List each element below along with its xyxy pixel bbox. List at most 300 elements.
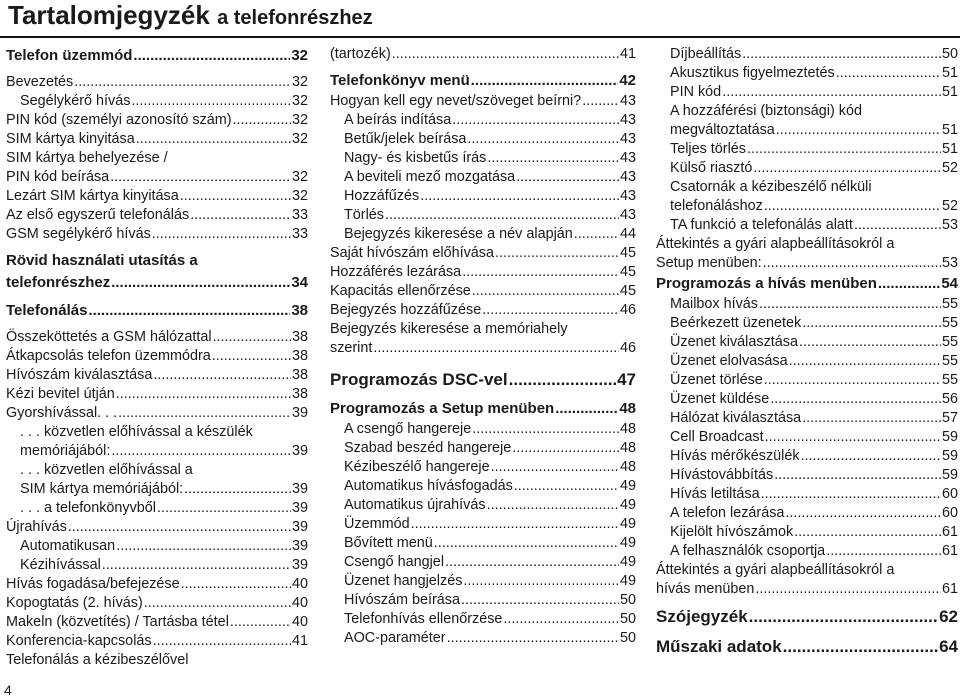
toc-dot-leader [74,73,291,92]
toc-heading[interactable] [330,398,636,420]
toc-entry[interactable] [6,385,308,404]
toc-dot-leader [764,197,941,216]
toc-entry[interactable] [330,420,636,439]
toc-page-number: 56 [941,391,958,407]
toc-page-number: 60 [941,505,958,521]
toc-entry[interactable] [656,580,958,599]
toc-dot-leader [763,254,941,273]
toc-entry[interactable] [656,254,958,273]
toc-page-number: 32 [291,188,308,204]
toc-entry[interactable] [6,556,308,575]
toc-entry[interactable] [6,613,308,632]
toc-entry[interactable] [6,518,308,537]
toc-page-number: 32 [291,47,308,64]
toc-entry[interactable] [330,515,636,534]
toc-page-number: 64 [939,637,958,656]
toc-page-number: 39 [291,557,308,573]
toc-entry[interactable] [330,206,636,225]
toc-dot-leader [373,339,619,358]
toc-dot-leader [776,121,941,140]
toc-entry[interactable] [656,83,958,102]
toc-dot-leader [153,366,291,385]
toc-dot-leader [509,368,616,392]
toc-entry-title: Külső riasztó [670,160,753,176]
toc-entry[interactable] [656,466,958,485]
toc-entry-title: Csengő hangjel [344,554,445,570]
toc-entry-title: Kézihívással [20,557,101,573]
toc-dot-leader [747,140,941,159]
toc-heading[interactable] [6,250,308,272]
toc-page-number: 50 [619,592,636,608]
toc-dot-leader [761,485,941,504]
toc-dot-leader [514,477,619,496]
toc-dot-leader [111,272,290,294]
toc-page-number: 42 [619,72,636,89]
toc-entry[interactable] [6,442,308,461]
toc-page-number: 46 [619,302,636,318]
toc-dot-leader [503,610,619,629]
toc-entry[interactable] [656,140,958,159]
toc-entry[interactable] [330,244,636,263]
toc-entry[interactable] [330,610,636,629]
toc-entry-title: Telefonálás [6,302,88,319]
toc-entry[interactable] [656,504,958,523]
toc-column-3 [656,45,958,659]
toc-entry-title: Programozás DSC-vel [330,370,508,389]
toc-page-number: 40 [291,595,308,611]
toc-dot-leader [495,244,619,263]
toc-page-number: 43 [619,112,636,128]
toc-page-number: 50 [619,611,636,627]
toc-page-number: 32 [291,169,308,185]
toc-entry[interactable] [330,92,636,111]
toc-dot-leader [753,159,941,178]
toc-dot-leader [512,439,619,458]
toc-entry-title: telefonrészhez [6,274,111,291]
toc-dot-leader [749,605,938,629]
toc-entry-title: Áttekintés a gyári alapbeállításokról a [656,562,895,578]
toc-entry[interactable] [330,439,636,458]
toc-dot-leader [785,504,941,523]
toc-page-number: 43 [619,169,636,185]
toc-entry[interactable] [330,339,636,358]
toc-dot-leader [722,83,941,102]
toc-page-number: 41 [619,46,636,62]
toc-entry[interactable] [6,168,308,187]
toc-entry-title: Hívástovábbítás [670,467,774,483]
toc-entry[interactable] [656,485,958,504]
toc-dot-leader [136,130,291,149]
toc-entry-title: hívás menüben [656,581,755,597]
toc-dot-leader [463,572,619,591]
title-rule [0,36,960,38]
toc-dot-leader [233,111,291,130]
toc-entry-title: Díjbeállítás [670,46,742,62]
toc-entry-title: telefonáláshoz [670,198,763,214]
toc-entry-title: . . . közvetlen előhívással a készülék [20,424,253,440]
toc-dot-leader [461,591,619,610]
toc-entry[interactable] [656,102,958,121]
toc-entry[interactable] [330,225,636,244]
toc-page-number: 49 [619,535,636,551]
toc-dot-leader [212,347,291,366]
toc-page-number: 32 [291,131,308,147]
toc-entry[interactable] [656,45,958,64]
toc-entry[interactable] [656,409,958,428]
toc-entry-title: Segélykérő hívás [20,93,131,109]
toc-entry-title: Üzenet küldése [670,391,770,407]
toc-entry-title: Telefon üzemmód [6,47,133,64]
toc-entry-title: Átkapcsolás telefon üzemmódra [6,348,211,364]
toc-entry-title: Szójegyzék [656,607,748,626]
toc-entry-title: PIN kód [670,84,722,100]
toc-entry-title: Automatikusan [20,538,116,554]
toc-page-number: 43 [619,93,636,109]
toc-dot-leader [799,333,941,352]
toc-entry-title: Hívás fogadása/befejezése [6,576,180,592]
toc-column-2 [330,45,636,648]
toc-page-number: 55 [941,315,958,331]
toc-entry[interactable] [656,371,958,390]
toc-page-number: 49 [619,478,636,494]
toc-page-number: 48 [619,459,636,475]
toc-page-number: 55 [941,353,958,369]
toc-page-number: 34 [291,274,308,291]
toc-dot-leader [111,442,291,461]
toc-entry[interactable] [330,496,636,515]
toc-entry-title: A beviteli mező mozgatása [344,169,516,185]
toc-entry-title: . . . a telefonkönyvből [20,500,156,516]
toc-page-number: 59 [941,429,958,445]
toc-dot-leader [467,130,619,149]
toc-dot-leader [774,466,941,485]
toc-dot-leader [765,428,941,447]
toc-entry[interactable] [6,366,308,385]
toc-entry[interactable] [330,591,636,610]
toc-entry[interactable] [6,404,308,423]
toc-heading[interactable] [656,273,958,295]
toc-page-number: 48 [619,400,636,417]
toc-page-number: 55 [941,296,958,312]
toc-entry[interactable] [6,206,308,225]
toc-heading[interactable] [656,635,958,659]
toc-entry[interactable] [330,45,636,64]
toc-entry-title: megváltoztatása [670,122,775,138]
toc-entry[interactable] [656,314,958,333]
toc-entry-title: SIM kártya behelyezése / [6,150,168,166]
toc-page-number: 47 [617,370,636,389]
toc-entry-title: SIM kártya kinyitása [6,131,135,147]
toc-entry[interactable] [330,477,636,496]
toc-entry[interactable] [330,534,636,553]
title-main: Tartalomjegyzék [8,0,210,30]
toc-entry[interactable] [6,575,308,594]
toc-dot-leader [755,580,941,599]
toc-page-number: 45 [619,283,636,299]
toc-entry-title: Akusztikus figyelmeztetés [670,65,835,81]
toc-entry[interactable] [656,121,958,140]
toc-dot-leader [574,225,619,244]
toc-dot-leader [180,187,291,206]
toc-entry[interactable] [6,461,308,480]
toc-entry[interactable] [656,178,958,197]
toc-entry[interactable] [330,553,636,572]
toc-dot-leader [482,301,619,320]
toc-column-1 [6,45,308,670]
toc-entry[interactable] [656,216,958,235]
toc-dot-leader [764,371,941,390]
toc-dot-leader [487,496,619,515]
toc-dot-leader [184,480,291,499]
toc-entry[interactable] [656,447,958,466]
toc-dot-leader [230,613,291,632]
toc-page-number: 51 [941,122,958,138]
toc-entry-title: Hívás mérőkészülék [670,448,800,464]
toc-entry-title: SIM kártya memóriájából: [20,481,184,497]
toc-entry-title: Kézibeszélő hangereje [344,459,490,475]
toc-page-number: 50 [619,630,636,646]
toc-entry[interactable] [330,301,636,320]
toc-entry[interactable] [6,347,308,366]
toc-entry-title: Áttekintés a gyári alapbeállításokról a [656,236,895,252]
toc-entry-title: Bejegyzés kikeresése a memóriahely [330,321,568,337]
toc-entry[interactable] [6,187,308,206]
toc-entry[interactable] [656,561,958,580]
toc-entry[interactable] [656,428,958,447]
toc-entry[interactable] [6,328,308,347]
toc-dot-leader [491,458,619,477]
toc-heading[interactable] [6,300,308,322]
toc-entry-title: Hívószám kiválasztása [6,367,153,383]
toc-dot-leader [742,45,941,64]
toc-entry[interactable] [6,499,308,518]
toc-entry-title: Kézi bevitel útján [6,386,115,402]
toc-entry[interactable] [656,295,958,314]
toc-entry-title: Hívás letiltása [670,486,760,502]
toc-entry[interactable] [6,225,308,244]
toc-page-number: 39 [291,519,308,535]
toc-entry[interactable] [6,651,308,670]
toc-dot-leader [88,300,290,322]
toc-entry-title: Setup menüben: [656,255,762,271]
toc-dot-leader [462,263,619,282]
toc-dot-leader [153,632,291,651]
page-number: 4 [4,682,12,698]
toc-page-number: 50 [941,46,958,62]
toc-dot-leader [411,515,619,534]
toc-page-number: 38 [291,386,308,402]
toc-entry[interactable] [330,149,636,168]
toc-entry[interactable] [6,632,308,651]
toc-entry-title: Beérkezett üzenetek [670,315,802,331]
toc-entry-title: Automatikus hívásfogadás [344,478,513,494]
toc-page-number: 53 [941,255,958,271]
toc-dot-leader [152,225,291,244]
toc-dot-leader [854,216,941,235]
toc-entry-title: PIN kód (személyi azonosító szám) [6,112,232,128]
toc-heading[interactable] [6,45,308,67]
toc-entry-title: Automatikus újrahívás [344,497,486,513]
toc-entry-title: A telefon lezárása [670,505,785,521]
toc-page-number: 61 [941,543,958,559]
toc-dot-leader [131,92,291,111]
toc-entry-title: Hozzáférés lezárása [330,264,462,280]
toc-heading[interactable] [330,70,636,92]
toc-dot-leader [420,187,619,206]
toc-page-number: 45 [619,264,636,280]
toc-entry[interactable] [6,594,308,613]
toc-page-number: 49 [619,554,636,570]
toc-entry-title: Telefonkönyv menü [330,72,470,89]
toc-page-number: 51 [941,141,958,157]
toc-dot-leader [582,92,619,111]
toc-entry[interactable] [330,282,636,301]
toc-entry[interactable] [330,168,636,187]
toc-dot-leader [213,328,291,347]
toc-entry-title: Makeln (közvetítés) / Tartásba tétel [6,614,229,630]
toc-page-number: 61 [941,581,958,597]
toc-dot-leader [116,385,291,404]
toc-entry-title: Hívószám beírása [344,592,460,608]
toc-entry-title: Csatornák a kézibeszélő nélküli [670,179,872,195]
toc-entry-title: PIN kód beírása [6,169,110,185]
toc-entry[interactable] [330,458,636,477]
toc-dot-leader [770,390,941,409]
toc-entry[interactable] [330,187,636,206]
toc-page-number: 41 [291,633,308,649]
toc-page-number: 54 [941,275,958,292]
toc-page-number: 39 [291,405,308,421]
toc-page-number: 52 [941,160,958,176]
toc-entry-title: Műszaki adatok [656,637,782,656]
toc-page-number: 59 [941,467,958,483]
toc-page-number: 61 [941,524,958,540]
toc-entry-title: Hozzáfűzés [344,188,420,204]
toc-page-number: 43 [619,131,636,147]
toc-heading[interactable] [330,368,636,392]
toc-entry-title: Cell Broadcast [670,429,764,445]
toc-dot-leader [157,499,291,518]
toc-page-number: 40 [291,576,308,592]
toc-page-number: 59 [941,448,958,464]
toc-entry[interactable] [656,159,958,178]
toc-page-number: 48 [619,440,636,456]
toc-entry-title: Betűk/jelek beírása [344,131,467,147]
toc-spacer [330,358,636,368]
toc-entry[interactable] [6,480,308,499]
toc-heading[interactable] [6,272,308,294]
toc-page-number: 38 [291,348,308,364]
toc-dot-leader [392,45,619,64]
toc-page-number: 62 [939,607,958,626]
toc-page-number: 45 [619,245,636,261]
toc-entry[interactable] [656,333,958,352]
toc-entry[interactable] [6,73,308,92]
toc-entry[interactable] [656,542,958,561]
toc-dot-leader [759,295,941,314]
toc-dot-leader [878,273,940,295]
toc-page-number: 39 [291,481,308,497]
toc-entry-title: A csengő hangereje [344,421,472,437]
toc-dot-leader [789,352,941,371]
toc-entry[interactable] [330,111,636,130]
toc-entry-title: A hozzáférési (biztonsági) kód [670,103,862,119]
toc-entry[interactable] [656,523,958,542]
toc-entry-title: Bejegyzés hozzáfűzése [330,302,482,318]
toc-entry[interactable] [656,64,958,83]
toc-entry-title: Saját hívószám előhívása [330,245,494,261]
toc-entry-title: GSM segélykérő hívás [6,226,151,242]
toc-page-number: 55 [941,334,958,350]
toc-page-number: 33 [291,226,308,242]
toc-entry[interactable] [656,235,958,254]
toc-entry-title: Hogyan kell egy nevet/szöveget beírni? [330,93,582,109]
toc-page-number: 43 [619,207,636,223]
toc-dot-leader [110,168,291,187]
toc-page-number: 49 [619,573,636,589]
toc-page-number: 32 [291,74,308,90]
toc-entry[interactable] [656,352,958,371]
toc-dot-leader [516,168,619,187]
toc-entry[interactable] [330,629,636,648]
toc-entry-title: szerint [330,340,373,356]
toc-page-number: 32 [291,93,308,109]
toc-page-number: 49 [619,497,636,513]
toc-entry-title: Bevezetés [6,74,74,90]
toc-entry-title: Üzenet elolvasása [670,353,788,369]
toc-page-number: 43 [619,150,636,166]
toc-heading[interactable] [656,605,958,629]
toc-entry[interactable] [6,111,308,130]
toc-page-number: 46 [619,340,636,356]
toc-entry-title: Gyorshívással. . . [6,405,118,421]
toc-entry[interactable] [330,130,636,149]
toc-entry[interactable] [330,572,636,591]
toc-entry[interactable] [6,149,308,168]
toc-entry[interactable] [6,537,308,556]
toc-dot-leader [133,45,290,67]
toc-entry[interactable] [6,423,308,442]
toc-dot-leader [487,149,619,168]
toc-entry[interactable] [330,263,636,282]
toc-entry[interactable] [6,92,308,111]
toc-entry-title: Üzenet kiválasztása [670,334,798,350]
toc-entry[interactable] [656,197,958,216]
toc-page-number: 60 [941,486,958,502]
toc-entry[interactable] [6,130,308,149]
toc-entry-title: Lezárt SIM kártya kinyitása [6,188,179,204]
toc-page-number: 40 [291,614,308,630]
toc-entry-title: Telefonhívás ellenőrzése [344,611,503,627]
toc-page-number: 51 [941,84,958,100]
toc-entry-title: Az első egyszerű telefonálás [6,207,190,223]
toc-entry[interactable] [330,320,636,339]
toc-entry-title: Kopogtatás (2. hívás) [6,595,143,611]
toc-dot-leader [836,64,941,83]
toc-entry-title: Teljes törlés [670,141,746,157]
toc-dot-leader [472,282,619,301]
toc-entry-title: memóriájából: [20,443,111,459]
toc-entry-title: Konferencia-kapcsolás [6,633,152,649]
toc-page-number: 49 [619,516,636,532]
toc-dot-leader [68,518,291,537]
toc-entry-title: Nagy- és kisbetűs írás [344,150,487,166]
toc-page-number: 39 [291,500,308,516]
toc-entry-title: Üzenet törlése [670,372,763,388]
toc-page-number: 51 [941,65,958,81]
toc-page-number: 48 [619,421,636,437]
toc-entry[interactable] [656,390,958,409]
